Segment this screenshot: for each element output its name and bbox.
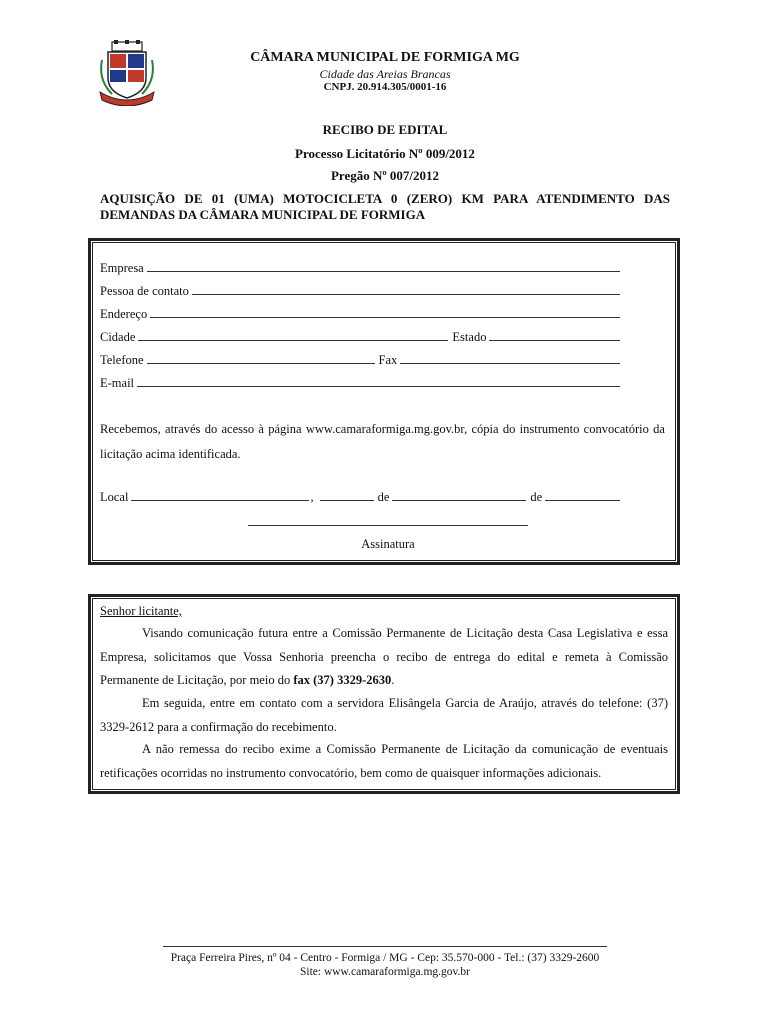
document-title: RECIBO DE EDITAL: [322, 122, 448, 137]
local-input-line[interactable]: [131, 488, 309, 501]
de-label-2: de: [530, 490, 543, 504]
company-field[interactable]: [100, 259, 620, 277]
phone-label: Telefone: [100, 353, 144, 367]
city-input-line[interactable]: [138, 328, 448, 341]
comma-separator: ,: [310, 490, 314, 504]
notice-paragraph-1: [100, 622, 668, 693]
fax-label: Fax: [378, 353, 398, 367]
institution-motto: Cidade das Areias Brancas: [319, 67, 451, 81]
fax-number: fax (37) 3329-2630: [293, 673, 392, 687]
contact-input-line[interactable]: [192, 282, 620, 295]
signature-line[interactable]: [248, 525, 528, 526]
address-input-line[interactable]: [150, 305, 620, 318]
signature-label: Assinatura: [361, 537, 415, 551]
year-input-line[interactable]: [545, 488, 620, 501]
email-label: E-mail: [100, 376, 135, 390]
state-input-line[interactable]: [489, 328, 620, 341]
month-input-line[interactable]: [392, 488, 526, 501]
notice-p1-end: .: [391, 673, 395, 687]
phone-input-line[interactable]: [147, 351, 375, 364]
de-label-1: de: [377, 490, 390, 504]
day-input-line[interactable]: [320, 488, 374, 501]
notice-salutation: [100, 600, 668, 624]
address-label: Endereço: [100, 307, 148, 321]
city-label: Cidade: [100, 330, 136, 344]
notice-p1-text: Visando comunicação futura entre a Comissão Permanente de Licitação desta Casa Legislativa e essa Empresa, solicitamos que Vossa Senhoria preencha o recibo de entrega do edital e remeta à Comissão Permanente de Licitação, por meio do: [100, 626, 668, 687]
state-label: Estado: [452, 330, 487, 344]
address-field[interactable]: [100, 305, 620, 323]
institution-name: CÂMARA MUNICIPAL DE FORMIGA MG: [250, 50, 520, 65]
footer-site: Site: www.camaraformiga.mg.gov.br: [299, 966, 470, 978]
footer-address: Praça Ferreira Pires, nº 04 - Centro - Formiga / MG - Cep: 35.570-000 - Tel.: (37) 3329-2600: [170, 952, 600, 964]
salutation-text: Senhor licitante,: [100, 604, 182, 618]
fax-input-line[interactable]: [400, 351, 620, 364]
footer-divider: [163, 946, 607, 947]
company-label: Empresa: [100, 261, 144, 275]
receipt-statement: Recebemos, através do acesso à página www.camaraformiga.mg.gov.br, cópia do instrumento convocatório da licitação acima identificada.: [100, 422, 665, 461]
contact-field[interactable]: [100, 282, 620, 300]
local-date-field[interactable]: [100, 488, 620, 506]
city-state-field[interactable]: [100, 328, 620, 346]
institution-cnpj: CNPJ. 20.914.305/0001-16: [323, 81, 447, 93]
email-input-line[interactable]: [137, 374, 620, 387]
auction-number: Pregão Nº 007/2012: [330, 168, 440, 183]
notice-paragraph-2: Em seguida, entre em contato com a servidora Elisângela Garcia de Araújo, através do telefone: (37) 3329-2612 para a confirmação do recebimento.: [100, 696, 668, 734]
phone-fax-field[interactable]: [100, 351, 620, 369]
contact-label: Pessoa de contato: [100, 284, 189, 298]
process-number: Processo Licitatório Nº 009/2012: [295, 146, 475, 161]
email-field[interactable]: [100, 374, 620, 392]
document-subject: AQUISIÇÃO DE 01 (UMA) MOTOCICLETA 0 (ZERO) KM PARA ATENDIMENTO DAS DEMANDAS DA CÂMARA MUNICIPAL DE FORMIGA: [100, 191, 670, 222]
notice-paragraph-3: A não remessa do recibo exime a Comissão Permanente de Licitação da comunicação de eventuais retificações ocorridas no instrumento convocatório, bem como de quaisquer informações adicionais.: [100, 742, 668, 780]
company-input-line[interactable]: [147, 259, 620, 272]
local-label: Local: [100, 490, 129, 504]
